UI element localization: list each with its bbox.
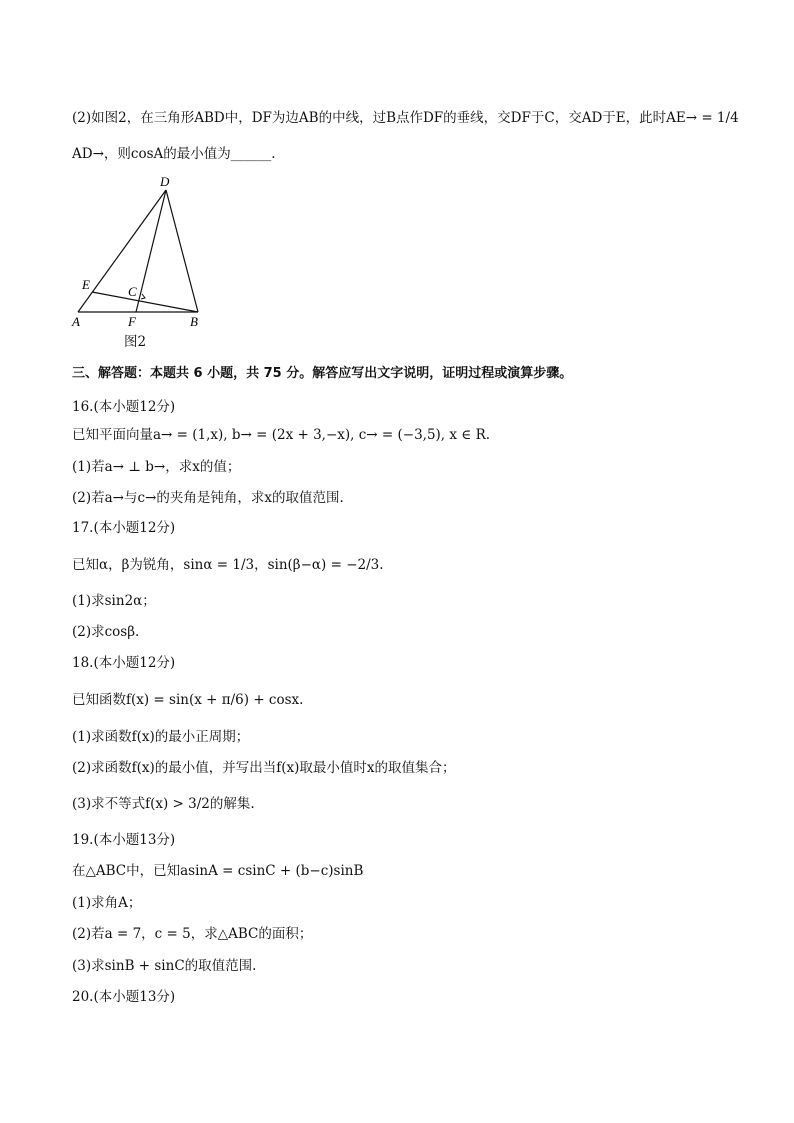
q19-part3: (3)求sinB + sinC的取值范围. (72, 958, 257, 974)
label-A: A (72, 314, 80, 329)
label-F: F (128, 314, 136, 329)
q18-header: 18.(本小题12分) (72, 655, 176, 671)
median-DF (136, 190, 166, 312)
right-angle-mark (141, 294, 145, 299)
edge-DB (166, 190, 198, 312)
q18-stem: 已知函数f(x) = sin(x + π/6) + cosx. (72, 692, 304, 708)
q17-header: 17.(本小题12分) (72, 520, 176, 536)
q16-stem: 已知平面向量a→ = (1,x), b→ = (2x + 3,−x), c→ = (−3,5), x ∈ R. (72, 427, 491, 443)
q18-part2: (2)求函数f(x)的最小值，并写出当f(x)取最小值时x的取值集合； (72, 760, 456, 776)
section-heading: 三、解答题：本题共 6 小题，共 75 分。解答应写出文字说明，证明过程或演算步骤。 (72, 366, 573, 381)
label-E: E (82, 277, 90, 292)
q16-header: 16.(本小题12分) (72, 399, 176, 415)
q18-part1: (1)求函数f(x)的最小正周期； (72, 729, 250, 745)
q19-stem: 在△ABC中，已知asinA = csinC + (b−c)sinB (72, 863, 364, 879)
segment-BE (92, 292, 198, 312)
label-B: B (190, 314, 198, 329)
q19-part2: (2)若a = 7，c = 5，求△ABC的面积； (72, 926, 313, 942)
q17-stem: 已知α，β为锐角，sinα = 1/3，sin(β−α) = −2/3. (72, 557, 384, 573)
figure-caption: 图2 (124, 334, 147, 350)
q16-part1: (1)若a→ ⊥ b→，求x的值； (72, 459, 241, 475)
q2-part2-line2: AD→，则cosA的最小值为______. (72, 146, 276, 162)
q2-part2-line1: (2)如图2，在三角形ABD中，DF为边AB的中线，过B点作DF的垂线，交DF于C，交AD于E，此时AE→ = 1/4 (72, 110, 739, 126)
triangle-figure (66, 172, 216, 352)
q17-part1: (1)求sin2α； (72, 593, 156, 609)
q17-part2: (2)求cosβ. (72, 624, 140, 640)
label-D: D (160, 174, 170, 189)
label-C: C (128, 284, 137, 299)
q20-header: 20.(本小题13分) (72, 989, 176, 1005)
q19-header: 19.(本小题13分) (72, 832, 176, 848)
q18-part3: (3)求不等式f(x) > 3/2的解集. (72, 796, 255, 812)
q16-part2: (2)若a→与c→的夹角是钝角，求x的取值范围. (72, 490, 344, 506)
q19-part1: (1)求角A； (72, 895, 142, 911)
edge-AD (78, 190, 166, 312)
